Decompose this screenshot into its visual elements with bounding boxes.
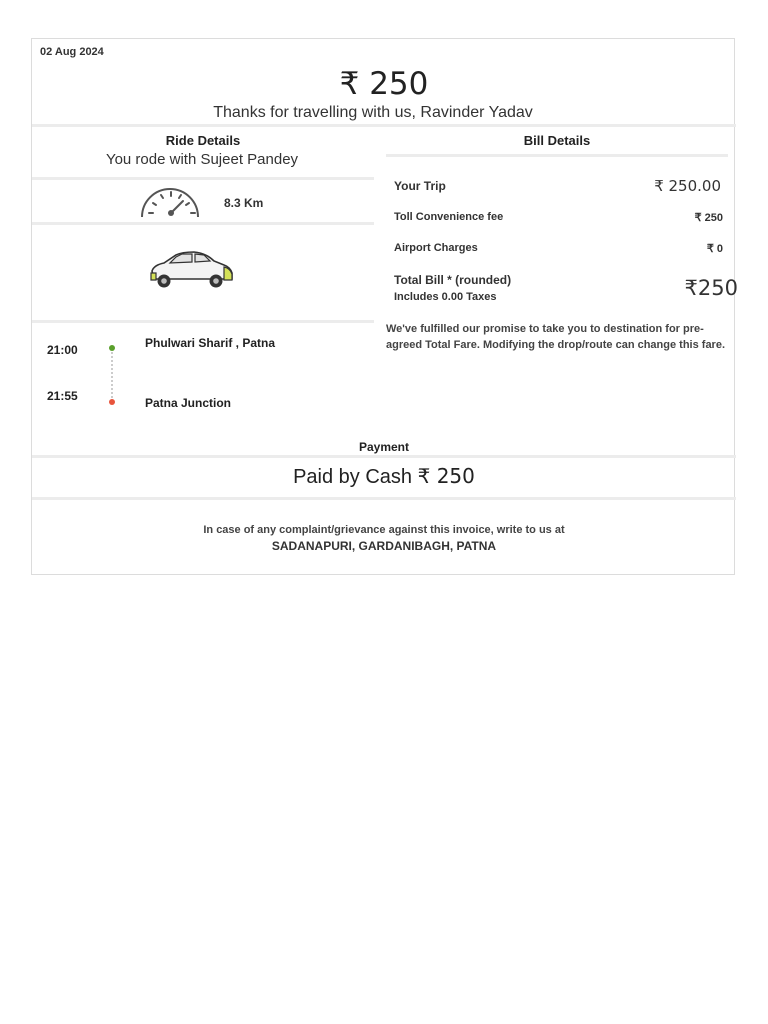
divider xyxy=(32,124,736,127)
company-address: SADANAPURI, GARDANIBAGH, PATNA xyxy=(271,539,497,553)
airport-value: ₹ 0 xyxy=(706,243,723,255)
fare-promise-note: We've fulfilled our promise to take you to destination for pre-agreed Total Fare. Modifying the drop/route can change this fare. xyxy=(386,323,726,351)
distance-value: 8.3 Km xyxy=(224,196,264,210)
car-icon xyxy=(148,249,234,291)
end-time: 21:55 xyxy=(47,389,78,403)
payment-heading: Payment xyxy=(358,440,410,454)
divider xyxy=(32,222,374,225)
start-time: 21:00 xyxy=(47,343,78,357)
invoice-card xyxy=(31,38,738,575)
trip-value: ₹ 250.00 xyxy=(654,177,721,195)
thanks-message: Thanks for travelling with us, Ravinder Yadav xyxy=(213,104,533,121)
toll-label: Toll Convenience fee xyxy=(394,211,504,223)
drop-dot xyxy=(109,399,115,405)
speedometer-icon xyxy=(138,183,202,219)
toll-value: ₹ 250 xyxy=(694,212,723,224)
total-label: Total Bill * (rounded) xyxy=(394,273,512,287)
driver-text: You rode with Sujeet Pandey xyxy=(105,151,299,168)
airport-label: Airport Charges xyxy=(394,242,478,254)
divider xyxy=(32,497,736,500)
route-line xyxy=(107,343,117,405)
header-amount: ₹ 250 xyxy=(339,66,429,102)
paid-text: Paid by Cash xyxy=(293,466,413,488)
paid-amount: ₹ 250 xyxy=(417,464,475,488)
bill-details-heading: Bill Details xyxy=(523,133,591,148)
trip-row xyxy=(394,177,721,197)
toll-row xyxy=(394,211,721,227)
divider xyxy=(32,320,374,323)
total-row xyxy=(394,273,738,307)
pickup-location: Phulwari Sharif , Patna xyxy=(145,336,276,350)
divider xyxy=(386,154,728,157)
pickup-dot xyxy=(109,345,115,351)
complaint-text: In case of any complaint/grievance against this invoice, write to us at xyxy=(203,524,565,536)
ride-details-heading: Ride Details xyxy=(165,133,241,148)
total-value: ₹250 xyxy=(684,276,738,300)
airport-row xyxy=(394,242,721,258)
divider xyxy=(32,177,374,180)
trip-label: Your Trip xyxy=(394,179,446,193)
drop-location: Patna Junction xyxy=(145,396,232,410)
divider xyxy=(32,455,736,458)
paid-by-cash xyxy=(32,464,736,489)
invoice-date: 02 Aug 2024 xyxy=(40,46,104,58)
taxes-label: Includes 0.00 Taxes xyxy=(394,291,497,303)
